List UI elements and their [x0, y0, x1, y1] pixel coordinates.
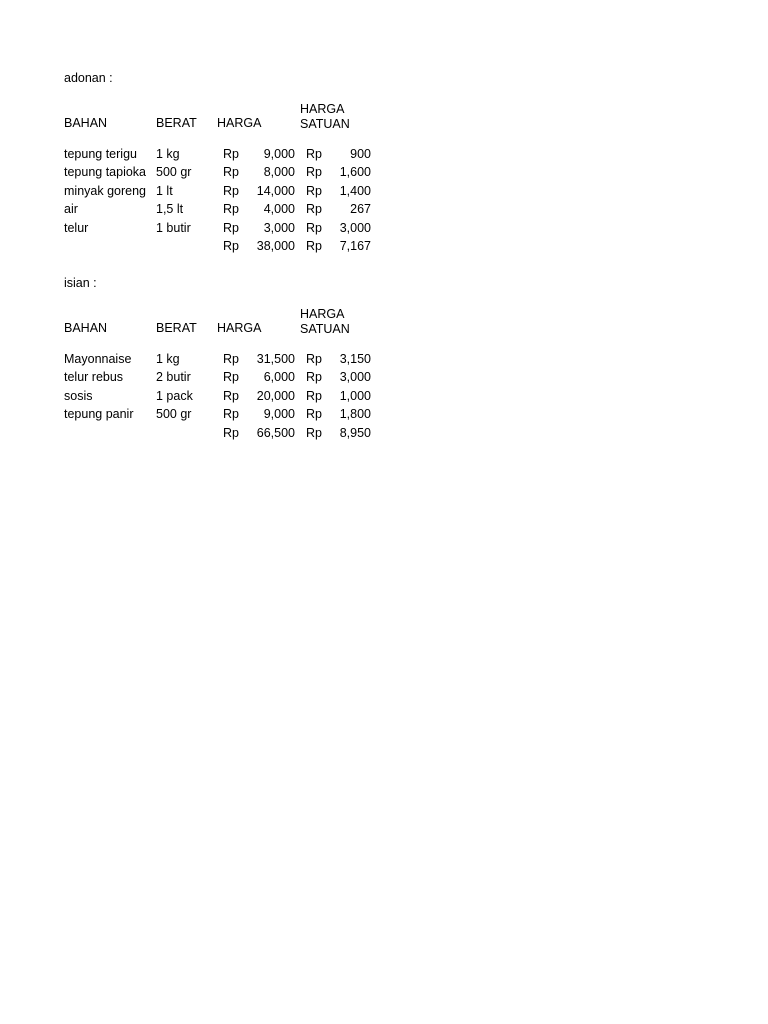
cell-harga-satuan: 3,000: [339, 220, 371, 235]
cell-bahan: tepung panir: [64, 407, 134, 422]
table-row: [64, 368, 384, 387]
header-berat: BERAT: [156, 116, 197, 130]
header-harga-satuan: HARGA SATUAN: [300, 307, 350, 336]
cell-berat: 1 kg: [156, 146, 180, 161]
total-harga-satuan: 7,167: [339, 239, 371, 254]
cell-bahan: telur rebus: [64, 370, 124, 385]
cell-harga-satuan: 1,600: [339, 165, 371, 180]
cell-currency: Rp: [223, 220, 239, 235]
cell-currency: Rp: [223, 165, 239, 180]
table-row: [64, 405, 384, 424]
table-row: [64, 350, 384, 369]
total-harga-satuan: 8,950: [339, 425, 371, 440]
cell-berat: 1 lt: [156, 183, 173, 198]
isian-table: [64, 307, 384, 442]
total-currency: Rp: [223, 425, 239, 440]
adonan-table-header: [64, 102, 384, 144]
cell-currency: Rp: [223, 183, 239, 198]
cell-harga: 3,000: [263, 220, 295, 235]
cell-currency: Rp: [223, 407, 239, 422]
cell-currency: Rp: [306, 202, 322, 217]
cell-bahan: telur: [64, 220, 89, 235]
cell-currency: Rp: [306, 407, 322, 422]
header-harga: HARGA: [217, 116, 262, 130]
cell-berat: 1 pack: [156, 388, 193, 403]
cell-berat: 1 butir: [156, 220, 191, 235]
cell-berat: 500 gr: [156, 165, 192, 180]
cell-harga-satuan: 1,400: [339, 183, 371, 198]
cell-currency: Rp: [223, 146, 239, 161]
cell-berat: 2 butir: [156, 370, 191, 385]
cell-currency: Rp: [223, 202, 239, 217]
cell-harga: 6,000: [263, 370, 295, 385]
table-row: [64, 163, 384, 182]
table-row: [64, 387, 384, 406]
total-currency: Rp: [306, 425, 322, 440]
cell-berat: 1 kg: [156, 351, 180, 366]
cell-bahan: sosis: [64, 388, 93, 403]
adonan-section-label: adonan :: [64, 71, 113, 85]
total-currency: Rp: [223, 239, 239, 254]
cell-berat: 1,5 lt: [156, 202, 184, 217]
cell-berat: 500 gr: [156, 407, 192, 422]
header-berat: BERAT: [156, 321, 197, 335]
cell-currency: Rp: [223, 388, 239, 403]
header-bahan: BAHAN: [64, 321, 108, 335]
table-row: [64, 200, 384, 219]
isian-table-header: [64, 307, 384, 349]
table-row: [64, 219, 384, 238]
cell-currency: Rp: [306, 183, 322, 198]
cell-harga: 4,000: [263, 202, 295, 217]
cell-harga: 14,000: [256, 183, 295, 198]
cell-harga: 31,500: [256, 351, 295, 366]
cell-bahan: tepung tapioka: [64, 165, 147, 180]
cell-currency: Rp: [306, 388, 322, 403]
cell-harga-satuan: 900: [350, 146, 371, 161]
total-harga: 66,500: [256, 425, 295, 440]
cell-harga: 9,000: [263, 407, 295, 422]
cell-currency: Rp: [223, 351, 239, 366]
cell-harga-satuan: 1,800: [339, 407, 371, 422]
cell-harga-satuan: 3,000: [339, 370, 371, 385]
cell-harga-satuan: 1,000: [339, 388, 371, 403]
cell-currency: Rp: [223, 370, 239, 385]
total-harga: 38,000: [256, 239, 295, 254]
table-row: [64, 145, 384, 164]
adonan-table: [64, 102, 384, 256]
total-currency: Rp: [306, 239, 322, 254]
cell-harga: 9,000: [263, 146, 295, 161]
cell-harga-satuan: 267: [350, 202, 371, 217]
cell-currency: Rp: [306, 146, 322, 161]
cell-harga: 8,000: [263, 165, 295, 180]
isian-section-label: isian :: [64, 276, 97, 290]
cell-bahan: minyak goreng: [64, 183, 146, 198]
header-harga-satuan: HARGA SATUAN: [300, 102, 350, 131]
cell-bahan: Mayonnaise: [64, 351, 132, 366]
header-bahan: BAHAN: [64, 116, 108, 130]
total-row: [64, 424, 384, 443]
cell-bahan: tepung terigu: [64, 146, 137, 161]
header-harga: HARGA: [217, 321, 262, 335]
cell-currency: Rp: [306, 220, 322, 235]
cell-currency: Rp: [306, 165, 322, 180]
cell-harga-satuan: 3,150: [339, 351, 371, 366]
cell-currency: Rp: [306, 351, 322, 366]
total-row: [64, 237, 384, 256]
cell-currency: Rp: [306, 370, 322, 385]
table-row: [64, 182, 384, 201]
cell-harga: 20,000: [256, 388, 295, 403]
cell-bahan: air: [64, 202, 78, 217]
